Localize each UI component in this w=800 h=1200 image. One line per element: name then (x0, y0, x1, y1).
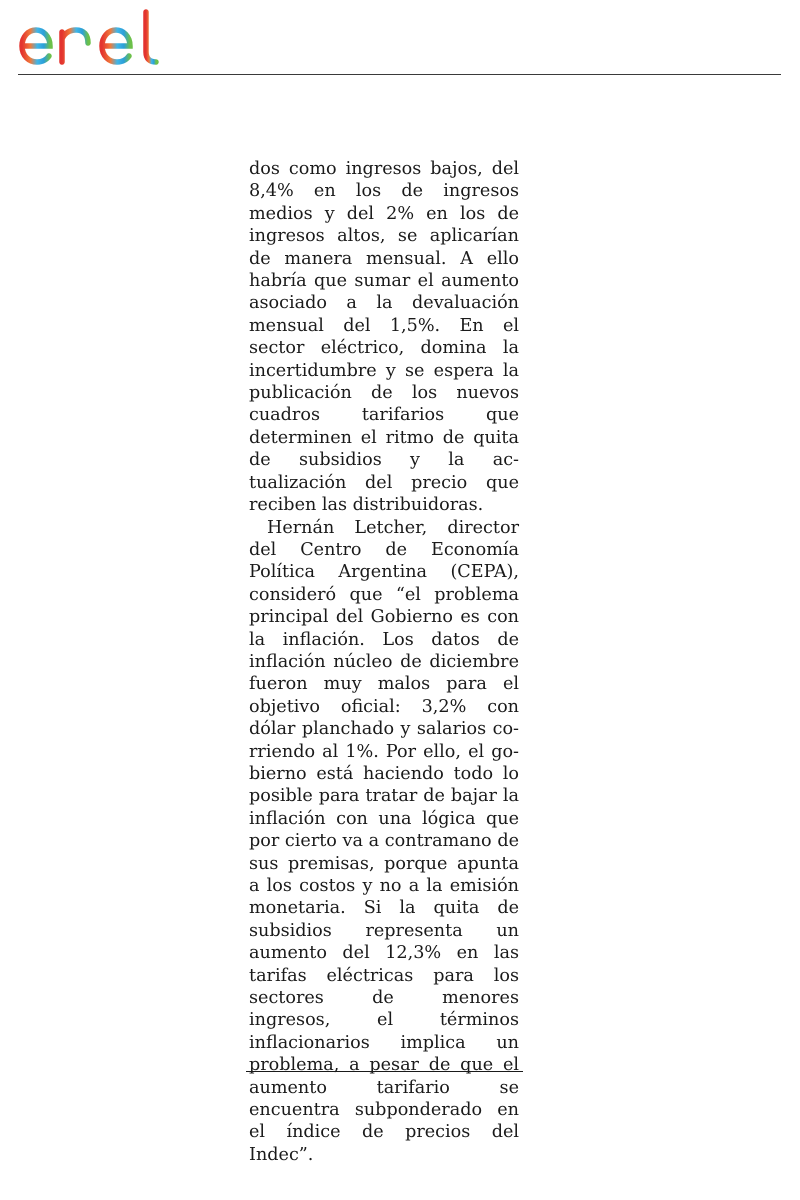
enel-logo-graphic (16, 6, 176, 68)
article-paragraph-1: dos como ingresos bajos, del 8,4% en los de ingresos medios y del 2% en los de ingresos altos, se aplicarían de manera mensual. A ello habría que sumar el aumento asociado a la devaluación mensual del 1,5%. En el sector eléctrico, domina la incertidumbre y se espera la publicación de los nuevos cuadros tarifarios que determinen el ritmo de quita de subsidios y la actualización del precio que reciben las distribuidoras. (249, 159, 519, 516)
article-paragraph-2: Hernán Letcher, director del Centro de Economía Política Argentina (CEPA), consideró que “el problema principal del Gobierno es con la inflación. Los datos de inflación núcleo de diciembre fueron muy malos para el objetivo oficial: 3,2% con dólar planchado y salarios corriendo al 1%. Por ello, el gobierno está haciendo todo lo posible para tratar de bajar la inflación con una lógica que por cierto va a contramano de sus premisas, porque apunta a los costos y no a la emisión monetaria. Si la quita de subsidios representa un aumento del 12,3% en las tarifas eléctricas para los sectores de menores ingresos, el términos inflacionarios implica un problema, a pesar de que el aumento tarifario se encuentra subponderado en el índice de precios del Indec”. (249, 517, 519, 1165)
header-divider (18, 74, 781, 75)
article-end-divider (246, 1071, 523, 1072)
enel-logo (16, 6, 176, 73)
article-column (249, 158, 519, 1166)
page-header (0, 0, 800, 80)
